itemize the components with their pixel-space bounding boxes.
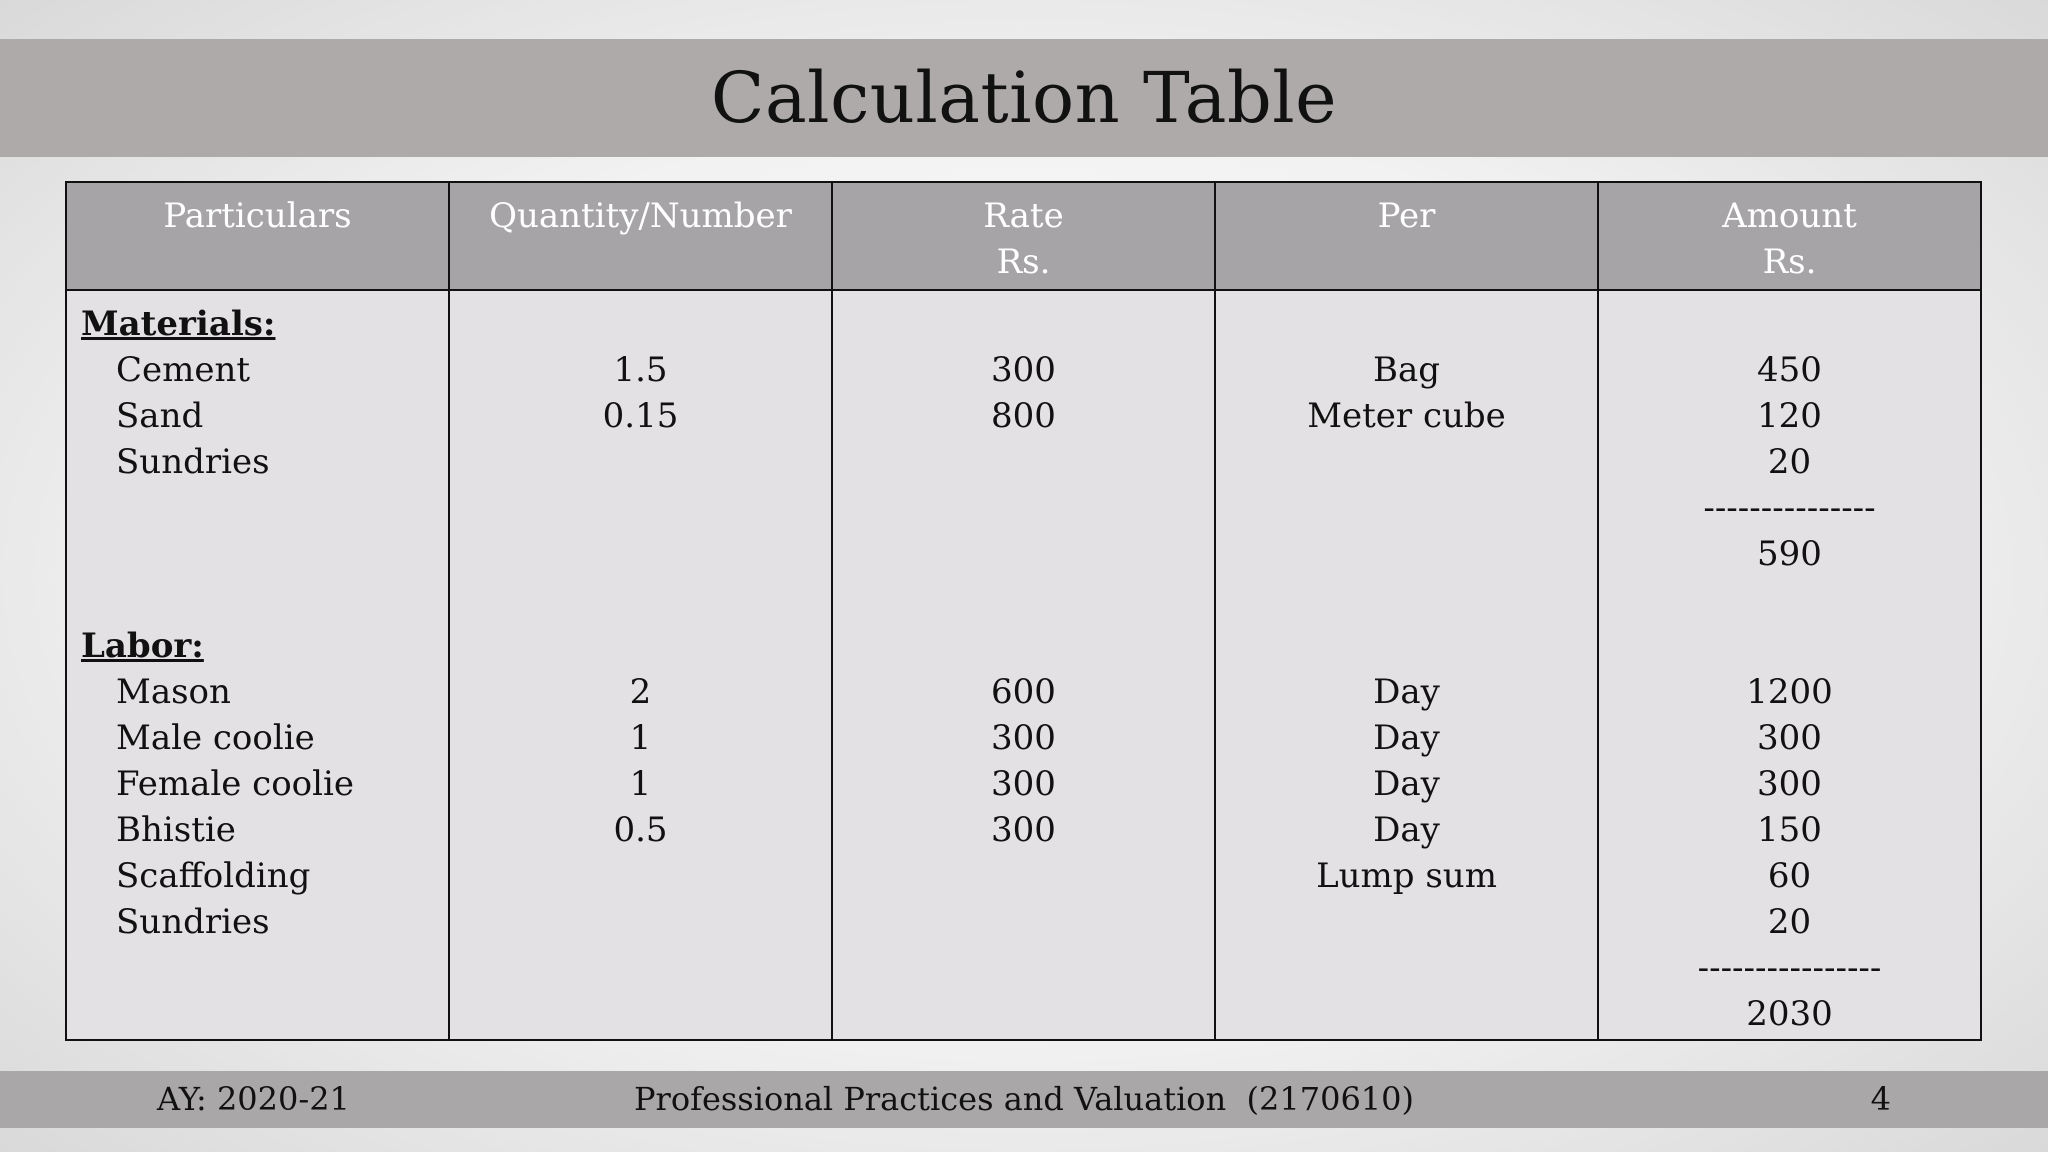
- rate-male-coolie: 300: [991, 718, 1056, 758]
- per-female-coolie: Day: [1373, 764, 1440, 804]
- rate-cement: 300: [991, 350, 1056, 390]
- qty-bhistie: 0.5: [613, 810, 668, 850]
- amount-sundries-labor: 20: [1767, 902, 1812, 942]
- footer-bar: [0, 1071, 2048, 1128]
- header-particulars: Particulars: [67, 183, 450, 289]
- column-per: [1216, 291, 1599, 1039]
- per-male-coolie: Day: [1373, 718, 1440, 758]
- per-cement: Bag: [1372, 350, 1441, 390]
- particular-scaffolding: Scaffolding: [116, 856, 311, 896]
- header-amount: Amount Rs.: [1722, 196, 1857, 282]
- particular-mason: Mason: [116, 672, 231, 712]
- column-amount: [1599, 291, 1980, 1039]
- header-per: Per: [1216, 183, 1599, 289]
- labor-heading: Labor:: [81, 626, 204, 666]
- labor-total: 2030: [1746, 994, 1833, 1034]
- amount-sundries-materials: 20: [1767, 442, 1812, 482]
- table-header-row: [67, 183, 1980, 291]
- particular-sand: Sand: [116, 396, 204, 436]
- column-quantity: [450, 291, 833, 1039]
- header-quantity: Quantity/Number: [450, 183, 833, 289]
- materials-separator: ---------------: [1703, 488, 1876, 528]
- per-bhistie: Day: [1373, 810, 1440, 850]
- qty-sand: 0.15: [602, 396, 679, 436]
- labor-separator: ----------------: [1697, 948, 1882, 988]
- particular-bhistie: Bhistie: [116, 810, 236, 850]
- table-body: [67, 291, 1980, 1039]
- header-rate: Rate Rs.: [833, 183, 1216, 289]
- materials-heading: Materials:: [81, 304, 276, 344]
- title-bar: [0, 39, 2048, 157]
- rate-mason: 600: [991, 672, 1056, 712]
- rate-female-coolie: 300: [991, 764, 1056, 804]
- amount-bhistie: 150: [1757, 810, 1822, 850]
- particular-sundries-materials: Sundries: [116, 442, 270, 482]
- amount-male-coolie: 300: [1757, 718, 1822, 758]
- particular-sundries-labor: Sundries: [116, 902, 270, 942]
- qty-female-coolie: 1: [629, 764, 652, 804]
- particular-female-coolie: Female coolie: [116, 764, 355, 804]
- column-particulars: [67, 291, 450, 1039]
- per-sand: Meter cube: [1307, 396, 1506, 436]
- amount-scaffolding: 60: [1767, 856, 1812, 896]
- amount-female-coolie: 300: [1757, 764, 1822, 804]
- materials-total: 590: [1757, 534, 1822, 574]
- rate-sand: 800: [991, 396, 1056, 436]
- per-mason: Day: [1373, 672, 1440, 712]
- particular-cement: Cement: [116, 350, 251, 390]
- calculation-table: [65, 181, 1982, 1041]
- qty-male-coolie: 1: [629, 718, 652, 758]
- amount-mason: 1200: [1746, 672, 1833, 712]
- footer-academic-year: AY: 2020-21: [157, 1080, 350, 1118]
- amount-cement: 450: [1757, 350, 1822, 390]
- particular-male-coolie: Male coolie: [116, 718, 315, 758]
- footer-page-number: 4: [1870, 1080, 1891, 1118]
- qty-cement: 1.5: [613, 350, 668, 390]
- column-rate: [833, 291, 1216, 1039]
- amount-sand: 120: [1757, 396, 1822, 436]
- footer-course-title: Professional Practices and Valuation (2170610): [634, 1080, 1414, 1118]
- rate-bhistie: 300: [991, 810, 1056, 850]
- per-scaffolding: Lump sum: [1316, 856, 1497, 896]
- slide-title: Calculation Table: [710, 57, 1338, 139]
- qty-mason: 2: [629, 672, 652, 712]
